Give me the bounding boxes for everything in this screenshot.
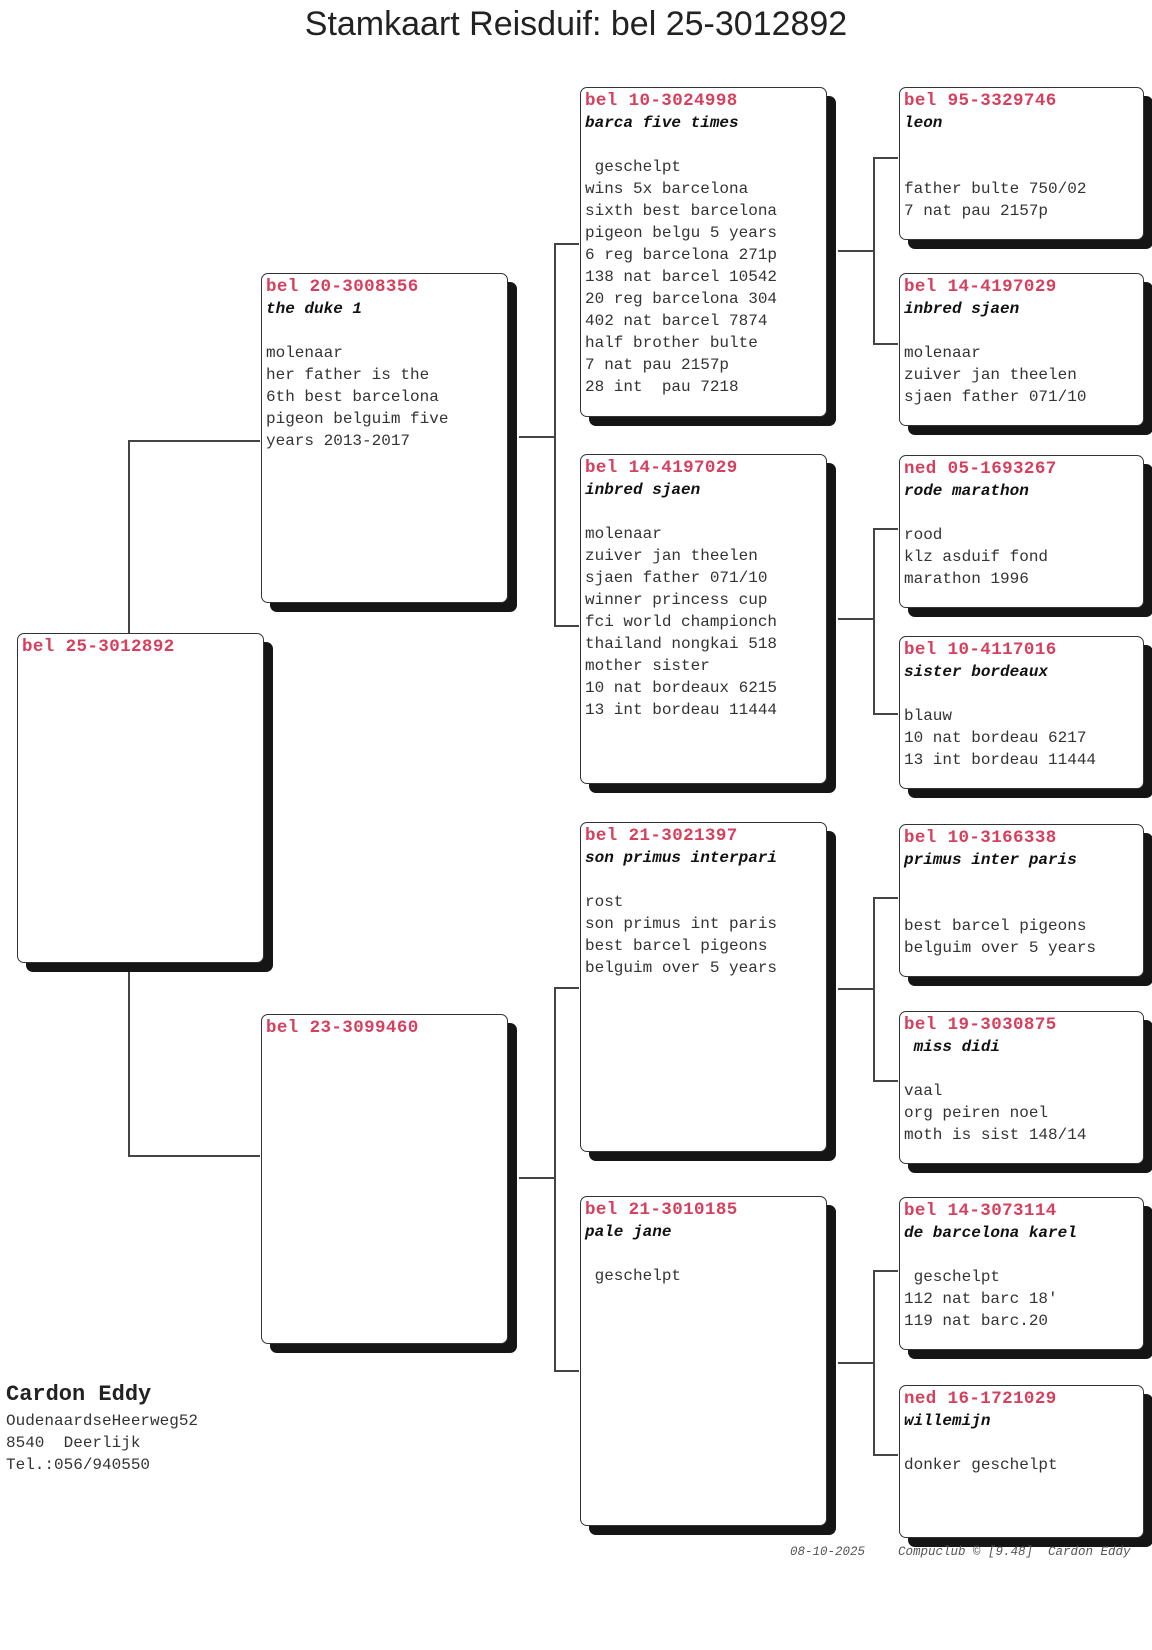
connector-line bbox=[554, 243, 579, 245]
connector-line bbox=[838, 618, 874, 620]
pedigree-note: rood bbox=[904, 526, 943, 544]
pedigree-note: geschelpt bbox=[585, 1267, 682, 1285]
pigeon-name: willemijn bbox=[904, 1412, 991, 1430]
pedigree-note: 10 nat bordeau 6217 bbox=[904, 729, 1087, 747]
connector-line bbox=[519, 1177, 555, 1179]
pedigree-note: years 2013-2017 bbox=[266, 432, 411, 450]
pedigree-note: 402 nat barcel 7874 bbox=[585, 312, 768, 330]
pedigree-note: 10 nat bordeaux 6215 bbox=[585, 679, 778, 697]
pedigree-note: 13 int bordeau 11444 bbox=[585, 701, 778, 719]
pedigree-note: 7 nat pau 2157p bbox=[904, 202, 1049, 220]
pedigree-note: sixth best barcelona bbox=[585, 202, 778, 220]
connector-line bbox=[873, 1454, 898, 1456]
pigeon-name: primus inter paris bbox=[904, 851, 1077, 869]
pedigree-note: pigeon belgu 5 years bbox=[585, 224, 778, 242]
pedigree-note: moth is sist 148/14 bbox=[904, 1126, 1087, 1144]
pedigree-note: molenaar bbox=[266, 344, 343, 362]
pedigree-note: belguim over 5 years bbox=[904, 939, 1097, 957]
pedigree-note: donker geschelpt bbox=[904, 1456, 1058, 1474]
pedigree-note: 138 nat barcel 10542 bbox=[585, 268, 778, 286]
great-grandparent-card bbox=[899, 273, 1144, 426]
connector-line bbox=[873, 528, 875, 714]
pedigree-note: geschelpt bbox=[585, 158, 682, 176]
connector-line bbox=[873, 1270, 898, 1272]
connector-line bbox=[873, 343, 898, 345]
owner-name: Cardon Eddy bbox=[6, 1382, 152, 1407]
connector-line bbox=[554, 625, 579, 627]
ring-number: bel 25-3012892 bbox=[22, 637, 175, 657]
pedigree-note: rost bbox=[585, 893, 624, 911]
ring-number: bel 14-4197029 bbox=[904, 277, 1057, 297]
connector-line bbox=[554, 1370, 579, 1372]
pedigree-note bbox=[904, 156, 1139, 178]
pedigree-note: blauw bbox=[904, 707, 953, 725]
pedigree-note: molenaar bbox=[585, 525, 662, 543]
connector-line bbox=[873, 897, 875, 1081]
connector-line bbox=[128, 440, 130, 633]
maternal-grandmother-card bbox=[580, 1196, 827, 1526]
pedigree-note: wins 5x barcelona bbox=[585, 180, 749, 198]
owner-city: 8540 Deerlijk bbox=[6, 1434, 141, 1452]
pedigree-note: best barcel pigeons bbox=[585, 937, 768, 955]
page-title: Stamkaart Reisduif: bel 25-3012892 bbox=[304, 5, 848, 43]
great-grandparent-card bbox=[899, 455, 1144, 608]
pedigree-note: half brother bulte bbox=[585, 334, 758, 352]
connector-line bbox=[873, 897, 898, 899]
pigeon-name: inbred sjaen bbox=[585, 481, 701, 499]
connector-line bbox=[873, 157, 898, 159]
ring-number: bel 21-3021397 bbox=[585, 826, 738, 846]
pedigree-note bbox=[904, 893, 1139, 915]
pedigree-note: zuiver jan theelen bbox=[585, 547, 758, 565]
pedigree-note: 6 reg barcelona 271p bbox=[585, 246, 778, 264]
pigeon-name: miss didi bbox=[904, 1038, 1001, 1056]
great-grandparent-card bbox=[899, 636, 1144, 789]
connector-line bbox=[128, 1155, 260, 1157]
owner-address: OudenaardseHeerweg52 bbox=[6, 1412, 199, 1430]
pedigree-note: zuiver jan theelen bbox=[904, 366, 1077, 384]
pedigree-note: son primus int paris bbox=[585, 915, 778, 933]
software-credit: Compuclub © [9.48] Cardon Eddy bbox=[898, 1545, 1131, 1559]
pigeon-name: sister bordeaux bbox=[904, 663, 1049, 681]
ring-number: bel 10-4117016 bbox=[904, 640, 1057, 660]
connector-line bbox=[838, 988, 874, 990]
ring-number: bel 95-3329746 bbox=[904, 91, 1057, 111]
ring-number: bel 10-3024998 bbox=[585, 91, 738, 111]
pedigree-note: thailand nongkai 518 bbox=[585, 635, 778, 653]
pigeon-name: pale jane bbox=[585, 1223, 672, 1241]
pedigree-note: sjaen father 071/10 bbox=[904, 388, 1087, 406]
pedigree-note: mother sister bbox=[585, 657, 710, 675]
pedigree-note: fci world championch bbox=[585, 613, 778, 631]
connector-line bbox=[873, 713, 898, 715]
pedigree-note: molenaar bbox=[904, 344, 981, 362]
pedigree-note: belguim over 5 years bbox=[585, 959, 778, 977]
print-date: 08-10-2025 bbox=[790, 1545, 866, 1559]
pedigree-note: 7 nat pau 2157p bbox=[585, 356, 730, 374]
great-grandparent-card bbox=[899, 87, 1144, 240]
pedigree-note: sjaen father 071/10 bbox=[585, 569, 768, 587]
ring-number: ned 05-1693267 bbox=[904, 459, 1057, 479]
pedigree-note: org peiren noel bbox=[904, 1104, 1049, 1122]
pedigree-note: 20 reg barcelona 304 bbox=[585, 290, 778, 308]
connector-line bbox=[554, 243, 556, 626]
connector-line bbox=[554, 987, 556, 1371]
ring-number: bel 21-3010185 bbox=[585, 1200, 738, 1220]
ring-number: bel 19-3030875 bbox=[904, 1015, 1057, 1035]
great-grandparent-card bbox=[899, 1197, 1144, 1350]
pigeon-name: leon bbox=[904, 114, 943, 132]
ring-number: bel 20-3008356 bbox=[266, 277, 419, 297]
ring-number: bel 14-3073114 bbox=[904, 1201, 1057, 1221]
owner-info bbox=[6, 1380, 198, 1476]
connector-line bbox=[554, 987, 579, 989]
owner-phone: Tel.:056/940550 bbox=[6, 1456, 151, 1474]
pigeon-name: barca five times bbox=[585, 114, 739, 132]
pigeon-name: inbred sjaen bbox=[904, 300, 1020, 318]
connector-line bbox=[128, 972, 130, 1156]
pedigree-note: 112 nat barc 18' bbox=[904, 1290, 1058, 1308]
great-grandparent-card bbox=[899, 824, 1144, 977]
pigeon-name: the duke 1 bbox=[266, 300, 363, 318]
paternal-grandfather-card bbox=[580, 87, 827, 417]
pedigree-note: 119 nat barc.20 bbox=[904, 1312, 1049, 1330]
pedigree-note: 28 int pau 7218 bbox=[585, 378, 739, 396]
connector-line bbox=[873, 528, 898, 530]
connector-line bbox=[838, 1362, 874, 1364]
connector-line bbox=[873, 1080, 898, 1082]
connector-line bbox=[838, 250, 874, 252]
great-grandparent-card bbox=[899, 1011, 1144, 1164]
pedigree-note: klz asduif fond bbox=[904, 548, 1049, 566]
pigeon-name: rode marathon bbox=[904, 482, 1029, 500]
pedigree-note: vaal bbox=[904, 1082, 943, 1100]
pedigree-note: geschelpt bbox=[904, 1268, 1001, 1286]
pedigree-note: marathon 1996 bbox=[904, 570, 1029, 588]
pedigree-note: father bulte 750/02 bbox=[904, 180, 1087, 198]
maternal-grandfather-card bbox=[580, 822, 827, 1152]
pedigree-note: 13 int bordeau 11444 bbox=[904, 751, 1097, 769]
ring-number: ned 16-1721029 bbox=[904, 1389, 1057, 1409]
father-card bbox=[261, 273, 508, 603]
ring-number: bel 23-3099460 bbox=[266, 1018, 419, 1038]
pedigree-note: 6th best barcelona bbox=[266, 388, 439, 406]
connector-line bbox=[873, 1270, 875, 1455]
mother-card bbox=[261, 1014, 508, 1344]
connector-line bbox=[873, 157, 875, 344]
pedigree-note: pigeon belguim five bbox=[266, 410, 449, 428]
connector-line bbox=[128, 440, 260, 442]
great-grandparent-card bbox=[899, 1385, 1144, 1538]
paternal-grandmother-card bbox=[580, 454, 827, 784]
pedigree-note: her father is the bbox=[266, 366, 430, 384]
ring-number: bel 14-4197029 bbox=[585, 458, 738, 478]
pigeon-name: de barcelona karel bbox=[904, 1224, 1077, 1242]
pedigree-note: winner princess cup bbox=[585, 591, 768, 609]
pigeon-name: son primus interpari bbox=[585, 849, 778, 867]
ring-number: bel 10-3166338 bbox=[904, 828, 1057, 848]
subject-pigeon-card bbox=[17, 633, 264, 963]
connector-line bbox=[519, 436, 555, 438]
pedigree-note: best barcel pigeons bbox=[904, 917, 1087, 935]
